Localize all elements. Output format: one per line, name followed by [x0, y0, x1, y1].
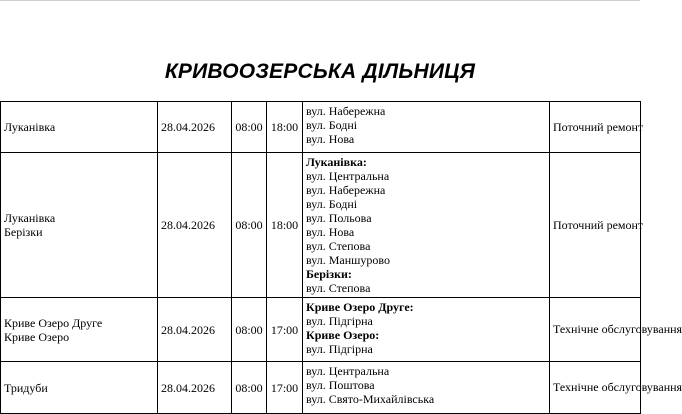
start-time-cell: 08:00 — [232, 102, 267, 153]
table-row — [1, 362, 641, 414]
start-time-cell: 08:00 — [232, 153, 267, 298]
street-name: вул. Степова — [306, 239, 371, 253]
street-name: вул. Степова — [306, 281, 371, 295]
settlement-heading: Луканівка: — [306, 155, 367, 169]
settlement-cell — [1, 153, 158, 298]
start-time-cell: 08:00 — [232, 362, 267, 414]
date-cell: 28.04.2026 — [158, 298, 232, 362]
end-time-cell: 18:00 — [267, 153, 303, 298]
streets-cell — [303, 102, 550, 153]
schedule-body — [1, 102, 682, 414]
date-cell: 28.04.2026 — [158, 153, 232, 298]
table-row — [1, 298, 641, 362]
settlement-name: Тридуби — [4, 380, 48, 395]
settlement-heading: Криве Озеро Друге: — [306, 300, 414, 314]
street-name: вул. Підгірна — [306, 342, 373, 356]
table-row — [1, 102, 641, 153]
street-name: вул. Центральна — [306, 169, 390, 183]
settlement-name: Берізки — [4, 225, 43, 239]
outage-schedule-table — [0, 101, 682, 414]
street-name: вул. Набережна — [306, 183, 386, 197]
table-row — [1, 153, 641, 298]
settlement-cell — [1, 298, 158, 362]
street-name: вул. Польова — [306, 211, 372, 225]
street-name: вул. Набережна — [306, 104, 386, 118]
settlement-name: Луканівка — [4, 211, 56, 225]
page-title: КРИВООЗЕРСЬКА ДІЛЬНИЦЯ — [164, 60, 476, 83]
street-name: вул. Нова — [306, 225, 355, 239]
end-time-cell: 17:00 — [267, 362, 303, 414]
settlement-name: Криве Озеро — [4, 329, 70, 344]
street-name: вул. Бодні — [306, 118, 358, 132]
street-name: вул. Бодні — [306, 197, 358, 211]
top-divider — [0, 0, 640, 3]
street-name: вул. Маншурово — [306, 253, 390, 267]
date-cell: 28.04.2026 — [158, 102, 232, 153]
end-time-cell: 18:00 — [267, 102, 303, 153]
streets-cell — [303, 298, 550, 362]
street-name: вул. Нова — [306, 132, 355, 146]
end-time-cell: 17:00 — [267, 298, 303, 362]
street-name: вул. Свято-Михайлівська — [306, 392, 435, 406]
settlement-name: Криве Озеро Друге — [4, 315, 103, 330]
street-name: вул. Підгірна — [306, 314, 373, 328]
streets-cell — [303, 153, 550, 298]
settlement-name: Луканівка — [4, 120, 56, 134]
work-type-cell: Технічне обслуговування — [550, 298, 641, 362]
work-type-cell: Поточний ремонт — [550, 102, 641, 153]
settlement-cell — [1, 362, 158, 414]
date-cell: 28.04.2026 — [158, 362, 232, 414]
work-type-cell: Поточний ремонт — [550, 153, 641, 298]
settlement-cell — [1, 102, 158, 153]
work-type-cell: Технічне обслуговування — [550, 362, 641, 414]
settlement-heading: Берізки: — [306, 267, 352, 281]
start-time-cell: 08:00 — [232, 298, 267, 362]
settlement-heading: Криве Озеро: — [306, 328, 380, 342]
street-name: вул. Поштова — [306, 378, 375, 392]
street-name: вул. Центральна — [306, 364, 390, 378]
streets-cell — [303, 362, 550, 414]
